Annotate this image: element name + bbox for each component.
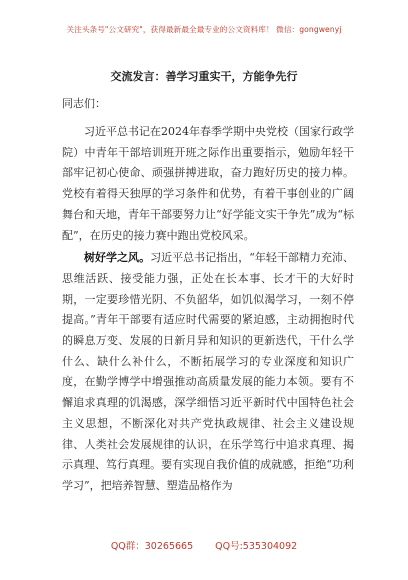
contact-footer: [0, 538, 408, 552]
paragraph-text: 习近平总书记在2024年春季学期中央党校（国家行政学院）中青年干部培训班开班之际作出重要指示，勉励年轻干部牢记初心使命、顽强拼搏进取，奋力跑好历史的接力棒。党校有着得天独厚的学习条件和优势，有着干事创业的广阔舞台和天地，青年干部要努力让“好学能文实干争先”成为“标配”，在历史的接力赛中跑出党校风采。: [62, 125, 354, 242]
paragraph: [62, 248, 354, 496]
paragraph: [62, 122, 354, 246]
qq-number: QQ号:535304092: [215, 541, 298, 552]
paragraph-text: 习近平总书记指出，“年轻干部精力充沛、思维活跃、接受能力强，正处在长本事、长才干的大好时期，一定要珍惜光阴、不负韶华，如饥似渴学习，一刻不停提高。”青年干部要有适应时代需要的紧迫感，主动拥抱时代的瞬息万变、发展的日新月异和知识的更新迭代，干什么学什么、缺什么补什么，不断拓展学习的专业深度和知识广度，在勤学博学中增强推动高质量发展的能力本领。要有不懈追求真理的饥渴感，深学细悟习近平新时代中国特色社会主义思想，不断深化对共产党执政规律、社会主义建设规律、人类社会发展规律的认识，在乐学笃行中追求真理、揭示真理、笃行真理。要有实现自我价值的成就感，拒绝“功利学习”，把培养智慧、塑造品格作为: [62, 251, 354, 492]
qq-group-number: QQ群：30265665: [110, 541, 194, 552]
document-title: 交流发言：善学习重实干，方能争先行: [110, 70, 298, 83]
salutation: 同志们：: [62, 97, 106, 110]
document-body: [62, 122, 354, 497]
paragraph-lead: 树好学之风。: [84, 251, 151, 265]
promo-banner: 关注头条号"公文研究"，获得最新最全最专业的公文资料库！ 微信：gongwenyj: [66, 25, 342, 34]
